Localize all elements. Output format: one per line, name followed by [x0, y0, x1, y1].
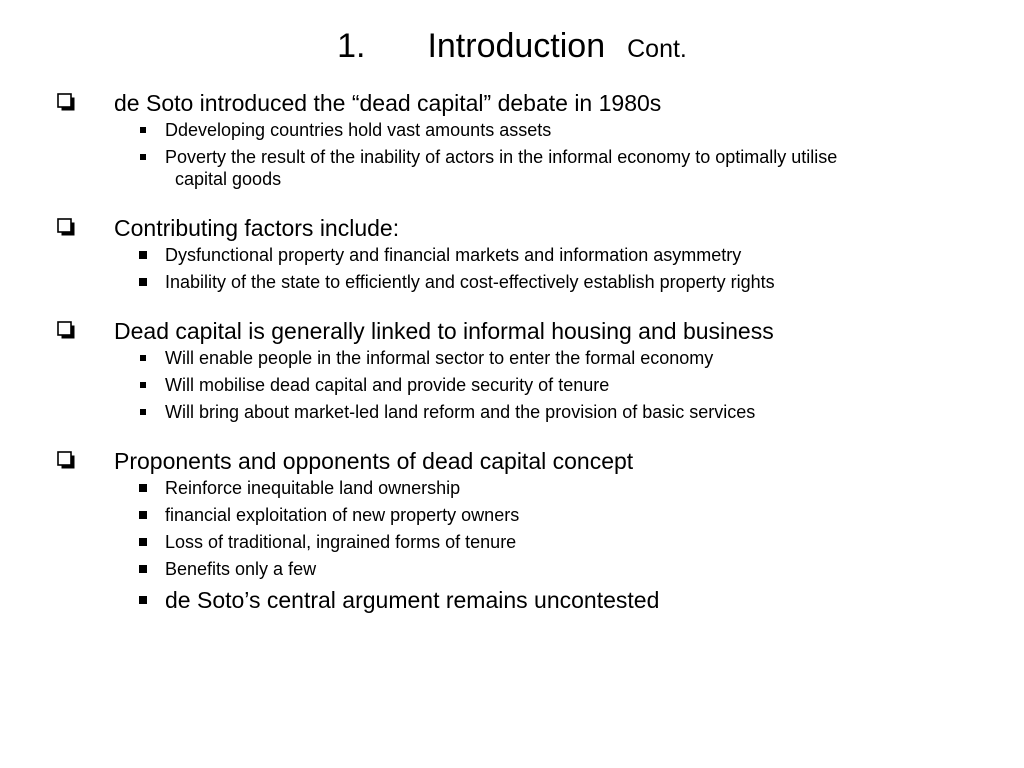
section-informal-housing — [56, 316, 986, 423]
section-heading-text: Proponents and opponents of dead capital concept — [114, 448, 634, 474]
checkbox-icon — [57, 218, 76, 237]
list-item-text: Will bring about market-led land reform and the provision of basic services — [165, 402, 756, 422]
square-bullet-icon — [139, 596, 147, 604]
list-item — [56, 146, 986, 190]
list-item — [56, 347, 986, 369]
list-item — [56, 374, 986, 396]
list-item-text-line2: capital goods — [175, 169, 282, 189]
square-bullet-icon — [140, 409, 146, 415]
list-item — [56, 558, 986, 580]
list-item-text-line1: Poverty the result of the inability of actors in the informal economy to optimally utilise — [165, 147, 838, 167]
list-item-text: Dysfunctional property and financial markets and information asymmetry — [165, 245, 742, 265]
list-item-text: Will enable people in the informal sector to enter the formal economy — [165, 348, 714, 368]
square-bullet-icon — [139, 538, 147, 546]
list-item — [56, 271, 986, 293]
list-item-text: de Soto’s central argument remains uncontested — [165, 587, 660, 613]
sub-list — [56, 347, 986, 423]
square-bullet-icon — [140, 127, 146, 133]
section-heading — [56, 213, 986, 243]
list-item — [56, 504, 986, 526]
list-item-text: Will mobilise dead capital and provide security of tenure — [165, 375, 610, 395]
square-bullet-icon — [139, 251, 147, 259]
square-bullet-icon — [139, 565, 147, 573]
list-item — [56, 119, 986, 141]
list-item — [56, 531, 986, 553]
list-item-text: financial exploitation of new property owners — [165, 505, 520, 525]
title-suffix: Cont. — [627, 35, 687, 63]
list-item-text: Ddeveloping countries hold vast amounts assets — [165, 120, 552, 140]
checkbox-icon — [57, 321, 76, 340]
title-number: 1. — [337, 27, 366, 65]
section-heading — [56, 316, 986, 346]
sub-list — [56, 477, 986, 615]
list-item — [56, 585, 986, 615]
list-item — [56, 244, 986, 266]
title-text: Introduction — [427, 27, 606, 65]
section-contributing-factors — [56, 213, 986, 293]
slide-title — [0, 26, 1024, 69]
square-bullet-icon — [140, 154, 146, 160]
list-item — [56, 477, 986, 499]
section-proponents-opponents — [56, 446, 986, 615]
square-bullet-icon — [139, 484, 147, 492]
sub-list — [56, 244, 986, 293]
list-item-text: Reinforce inequitable land ownership — [165, 478, 461, 498]
checkbox-icon — [57, 93, 76, 112]
list-item — [56, 401, 986, 423]
section-dead-capital-debate — [56, 88, 986, 190]
section-heading — [56, 446, 986, 476]
square-bullet-icon — [140, 355, 146, 361]
sub-list — [56, 119, 986, 190]
checkbox-icon — [57, 451, 76, 470]
square-bullet-icon — [140, 382, 146, 388]
square-bullet-icon — [139, 278, 147, 286]
square-bullet-icon — [139, 511, 147, 519]
list-item-text: Inability of the state to efficiently and cost-effectively establish property rights — [165, 272, 775, 292]
section-heading-text: Dead capital is generally linked to informal housing and business — [114, 318, 774, 344]
section-heading-text: de Soto introduced the “dead capital” debate in 1980s — [114, 90, 662, 116]
slide-body — [56, 88, 986, 638]
section-heading — [56, 88, 986, 118]
section-heading-text: Contributing factors include: — [114, 215, 400, 241]
list-item-text: Loss of traditional, ingrained forms of tenure — [165, 532, 517, 552]
list-item-text: Benefits only a few — [165, 559, 317, 579]
